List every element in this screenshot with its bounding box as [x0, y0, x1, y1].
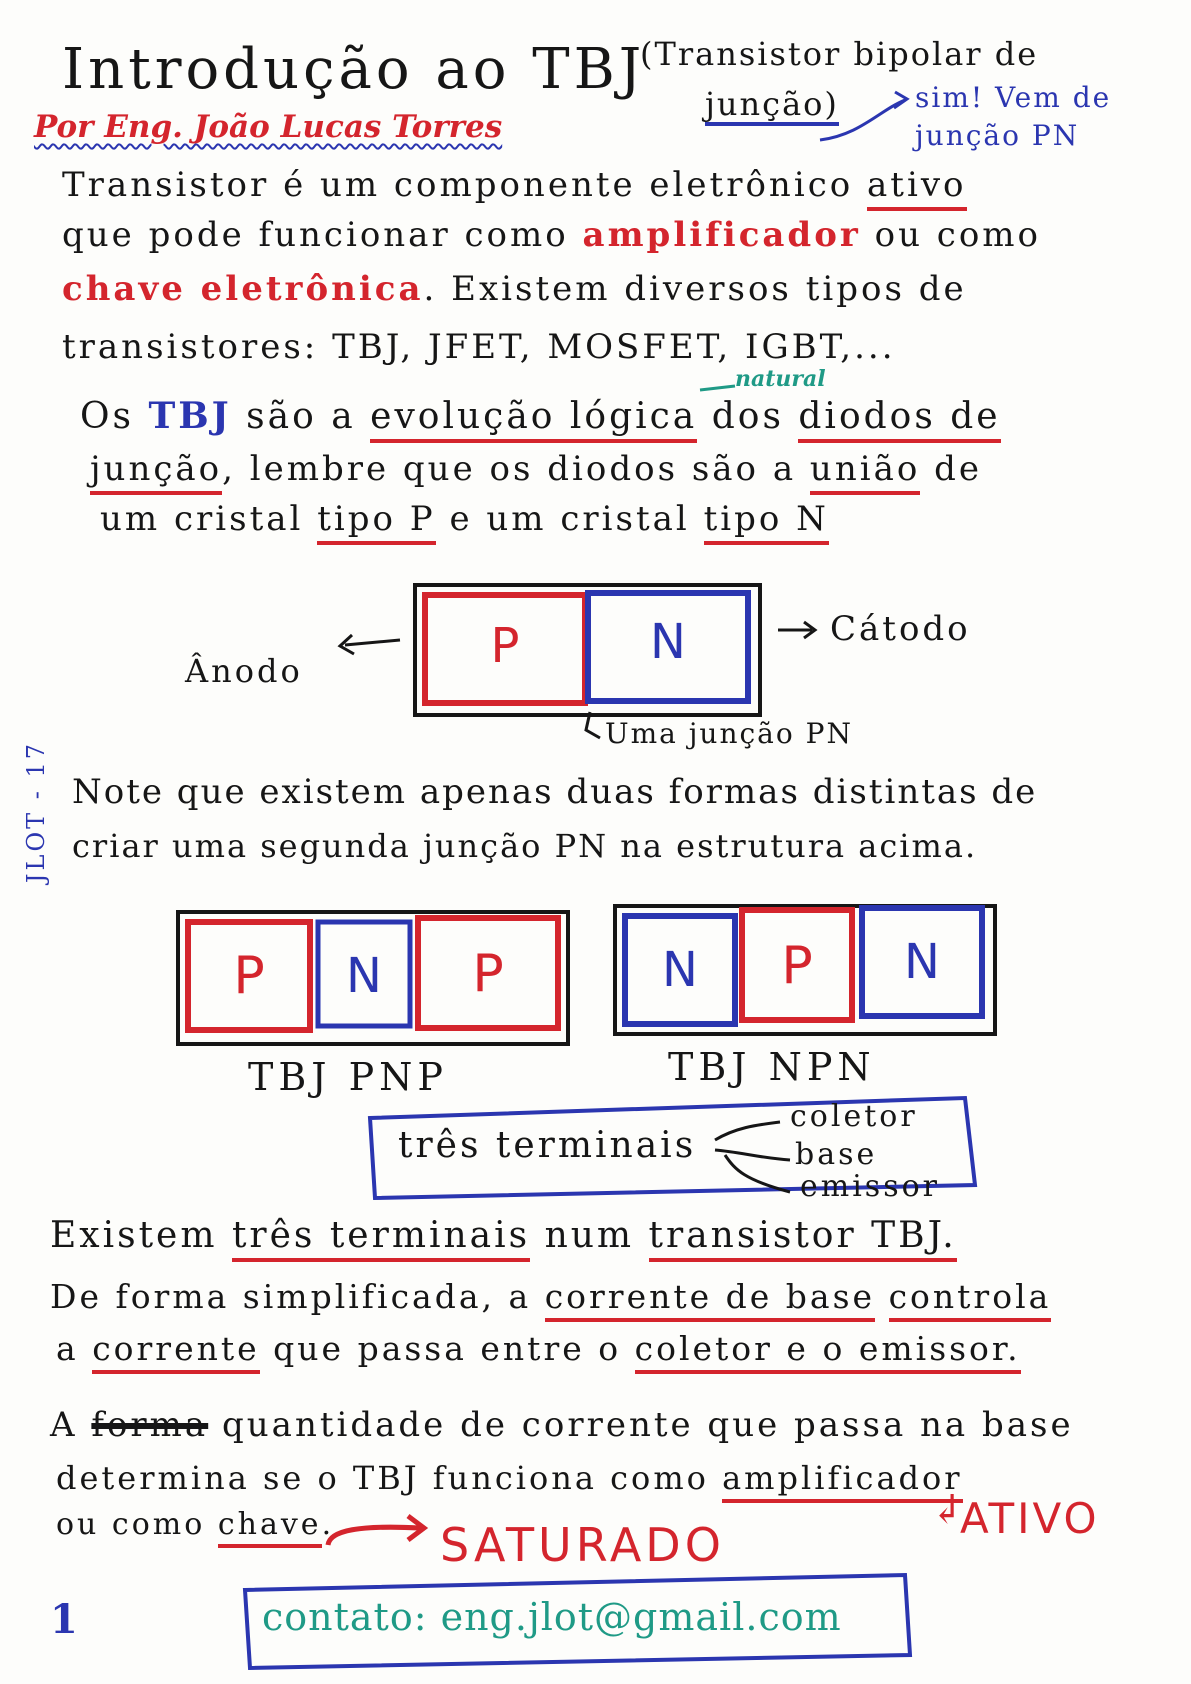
contact-line: contato: eng.jlot@gmail.com	[262, 1595, 842, 1639]
word-diodos-de: diodos de	[798, 396, 1000, 443]
pnp-letter-2: N	[346, 948, 382, 1004]
para2-line3-a: um cristal	[100, 499, 304, 539]
para2-line3-c: e um cristal	[449, 499, 690, 539]
para4-line3-a: a	[56, 1329, 79, 1368]
diode-n-letter: N	[650, 614, 686, 670]
juncao-pn-label: Uma junção PN	[605, 717, 853, 750]
word-chave: chave	[218, 1507, 322, 1548]
para5-line1-b: quantidade de corrente que passa na base	[222, 1405, 1074, 1445]
para5-line1	[50, 1405, 1074, 1445]
word-tres-terminais: três terminais	[232, 1215, 530, 1262]
word-amplificador-2: amplificador	[722, 1459, 963, 1503]
para2-line1-dos: dos	[711, 396, 784, 437]
word-amplificador: amplificador	[582, 215, 861, 255]
terminals-label: três terminais	[398, 1125, 697, 1166]
npn-label: TBJ NPN	[668, 1045, 876, 1089]
para1-line1-text: Transistor é um componente eletrônico	[62, 165, 854, 205]
word-corrente: corrente	[92, 1329, 259, 1374]
para2-line2	[90, 449, 983, 489]
para4-line3	[56, 1329, 1021, 1368]
anodo-label: Ânodo	[185, 652, 303, 690]
para5-line3-c: .	[321, 1507, 335, 1542]
pnp-letter-3: P	[472, 944, 504, 1004]
para2-line2-de: de	[934, 449, 983, 489]
page-number: 1	[50, 1596, 78, 1643]
para5-line3	[56, 1507, 335, 1542]
para5-line2	[56, 1459, 963, 1497]
word-uniao: união	[810, 449, 920, 495]
para4-line2	[50, 1277, 1052, 1316]
para3-line2: criar uma segunda junção PN na estrutura acima.	[72, 827, 978, 865]
word-natural: natural	[735, 366, 826, 392]
ativo-label: ATIVO	[960, 1494, 1100, 1543]
para1-line2	[62, 215, 1042, 255]
para3-line1: Note que existem apenas duas formas distintas de	[72, 772, 1038, 812]
word-corrente-de-base: corrente de base	[545, 1277, 875, 1322]
word-evolucao-logica: evolução lógica	[370, 396, 697, 443]
npn-letter-1: N	[662, 942, 698, 998]
catodo-label: Cátodo	[830, 609, 971, 649]
diode-p-letter: P	[490, 618, 520, 674]
para1-line3-text: . Existem diversos tipos de	[423, 269, 967, 309]
title-parenthetical-end: junção)	[705, 88, 839, 126]
para5-line1-a: A	[50, 1405, 78, 1445]
para4-line1-c: num	[544, 1215, 635, 1256]
para4-line3-c: que passa entre o	[273, 1329, 622, 1368]
para2-line1	[80, 395, 1001, 437]
para2-line1-os: Os	[80, 396, 134, 437]
title-note-2: junção PN	[915, 119, 1080, 152]
para2-line3	[100, 499, 829, 539]
para1-line2-text: que pode funcionar como	[62, 215, 569, 255]
npn-letter-3: N	[904, 934, 940, 990]
word-tbj: TBJ	[148, 395, 232, 437]
word-juncao: junção	[90, 449, 222, 495]
terminal-base: base	[795, 1137, 878, 1172]
page-title: Introdução ao TBJ	[62, 37, 646, 102]
word-controla: controla	[889, 1277, 1052, 1322]
saturado-arrow	[328, 1527, 420, 1545]
word-tipo-p: tipo P	[317, 499, 435, 545]
word-chave-eletronica: chave eletrônica	[62, 269, 424, 309]
para4-line1-a: Existem	[50, 1215, 218, 1256]
para4-line2-a: De forma simplificada, a	[50, 1277, 532, 1316]
npn-letter-2: P	[781, 936, 813, 996]
saturado-label: SATURADO	[440, 1518, 725, 1572]
para1-line4: transistores: TBJ, JFET, MOSFET, IGBT,...	[62, 327, 896, 367]
para4-line1	[50, 1215, 957, 1256]
para2-line2-text: , lembre que os diodos são a	[222, 449, 797, 489]
pnp-letter-1: P	[233, 946, 265, 1006]
pnp-label: TBJ PNP	[248, 1055, 448, 1099]
author-byline: Por Eng. João Lucas Torres	[34, 109, 503, 145]
para1-line3	[62, 269, 967, 309]
terminal-coletor: coletor	[790, 1099, 918, 1134]
word-ativo: ativo	[867, 165, 967, 211]
para1-line1	[62, 165, 967, 205]
natural-arrow	[700, 386, 735, 390]
word-transistor-tbj: transistor TBJ.	[649, 1215, 957, 1262]
struck-word: forma	[91, 1405, 209, 1445]
para2-line1-sao: são a	[246, 396, 356, 437]
ativo-arrow: ↲	[930, 1487, 964, 1533]
word-tipo-n: tipo N	[704, 499, 829, 545]
para5-line2-a: determina se o TBJ funciona como	[56, 1459, 709, 1497]
title-note: sim! Vem de	[915, 81, 1112, 114]
side-label: JLOT - 17	[22, 740, 51, 884]
word-coletor-e-emissor: coletor e o emissor.	[635, 1329, 1021, 1374]
terminal-emissor: emissor	[800, 1169, 940, 1204]
para5-line3-a: ou como	[56, 1507, 206, 1542]
para1-line2-end: ou como	[874, 215, 1042, 255]
title-parenthetical: (Transistor bipolar de	[640, 35, 1039, 73]
